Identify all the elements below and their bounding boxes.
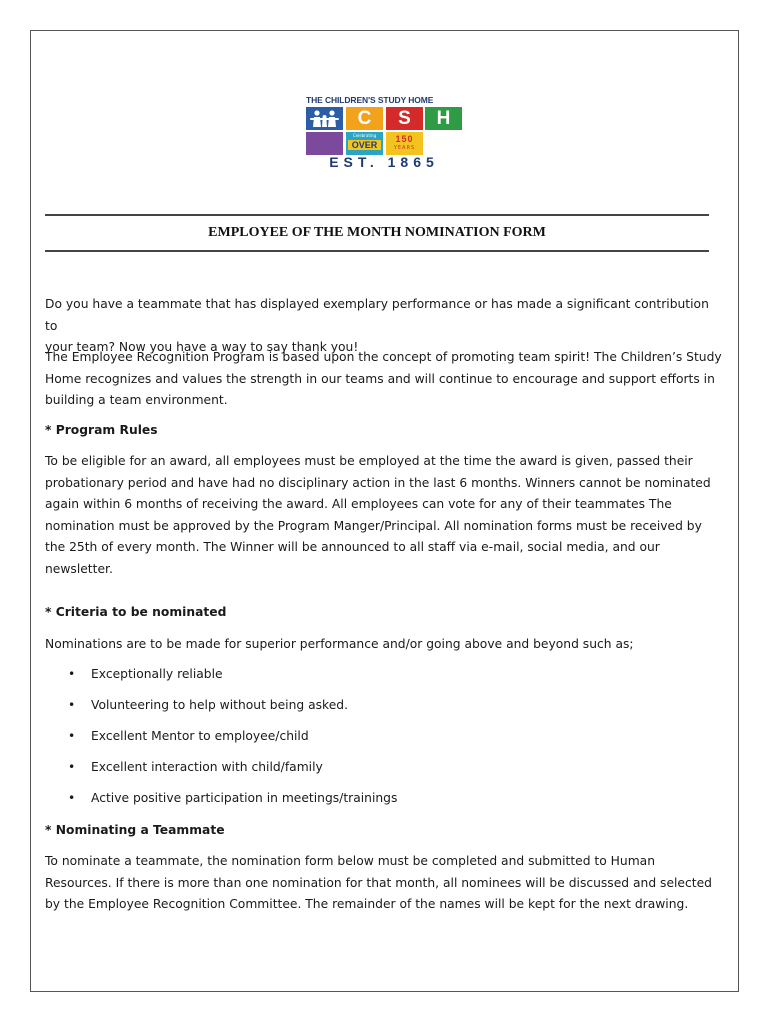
rules-line: again within 6 months of receiving the award. All employees can vote for any of their teammates The: [45, 497, 672, 511]
program-rules-paragraph: [45, 451, 725, 580]
bullet-icon: •: [68, 698, 76, 712]
bullet-icon: •: [68, 760, 76, 774]
logo-established: EST. 1865: [329, 154, 439, 170]
logo-tile-s: [386, 107, 423, 130]
criteria-item: Exceptionally reliable: [91, 667, 223, 681]
logo-letter-s: S: [398, 108, 411, 129]
intro-line: your team? Now you have a way to say thank you!: [45, 340, 359, 354]
criteria-intro: Nominations are to be made for superior performance and/or going above and beyond such as;: [45, 637, 634, 651]
logo-tile-over: [346, 132, 383, 155]
title-bottom-rule: [45, 250, 709, 252]
logo-letter-h: H: [436, 108, 451, 129]
intro-line: The Employee Recognition Program is based upon the concept of promoting team spirit! The Children’s Study: [45, 350, 722, 364]
family-icon: [306, 107, 343, 130]
title-top-rule: [45, 214, 709, 216]
bullet-icon: •: [68, 729, 76, 743]
rules-line: newsletter.: [45, 561, 113, 576]
organization-logo: [306, 95, 462, 169]
logo-years-number: 150: [395, 134, 414, 144]
rules-line: the 25th of every month. The Winner will be announced to all staff via e-mail, social media, and our: [45, 540, 660, 554]
criteria-item: Excellent Mentor to employee/child: [91, 729, 309, 743]
logo-celebrating: Celebrating: [352, 133, 377, 138]
logo-tile-years: [386, 132, 423, 155]
logo-tile-purple: [306, 132, 343, 155]
intro-paragraph-2: [45, 347, 725, 412]
intro-line: Home recognizes and values the strength in our teams and will continue to encourage and support efforts in: [45, 371, 715, 386]
logo-years-word: YEARS: [393, 145, 416, 151]
form-title: EMPLOYEE OF THE MONTH NOMINATION FORM: [208, 225, 546, 240]
logo-tile-c: [346, 107, 383, 130]
logo-tile-h: [425, 107, 462, 130]
criteria-heading: * Criteria to be nominated: [45, 605, 227, 619]
criteria-item: Excellent interaction with child/family: [91, 760, 323, 774]
logo-family-icon: [306, 107, 343, 130]
criteria-item: Volunteering to help without being asked.: [91, 698, 348, 712]
nominating-line: by the Employee Recognition Committee. The remainder of the names will be kept for the next drawing.: [45, 897, 689, 911]
bullet-icon: •: [68, 791, 76, 805]
bullet-icon: •: [68, 667, 76, 681]
logo-tile-white: [425, 132, 462, 155]
logo-over: OVER: [348, 140, 381, 150]
nominating-line: To nominate a teammate, the nomination form below must be completed and submitted to Human: [45, 854, 656, 868]
nominating-line: Resources. If there is more than one nomination for that month, all nominees will be discussed and selected: [45, 875, 712, 890]
logo-letter-c: C: [357, 108, 372, 129]
intro-line: Do you have a teammate that has displayed exemplary performance or has made a significant contribution to: [45, 297, 709, 333]
rules-line: probationary period and have had no disciplinary action in the last 6 months. Winners cannot be nominated: [45, 475, 711, 490]
program-rules-heading: * Program Rules: [45, 423, 158, 437]
nominating-heading: * Nominating a Teammate: [45, 823, 225, 837]
nominating-paragraph: [45, 851, 725, 916]
criteria-item: Active positive participation in meetings/trainings: [91, 791, 398, 805]
intro-line: building a team environment.: [45, 393, 228, 407]
logo-title: THE CHILDREN'S STUDY HOME: [306, 95, 434, 105]
rules-line: To be eligible for an award, all employees must be employed at the time the award is given, passed their: [45, 454, 693, 468]
rules-line: nomination must be approved by the Program Manger/Principal. All nomination forms must be received by: [45, 518, 702, 533]
